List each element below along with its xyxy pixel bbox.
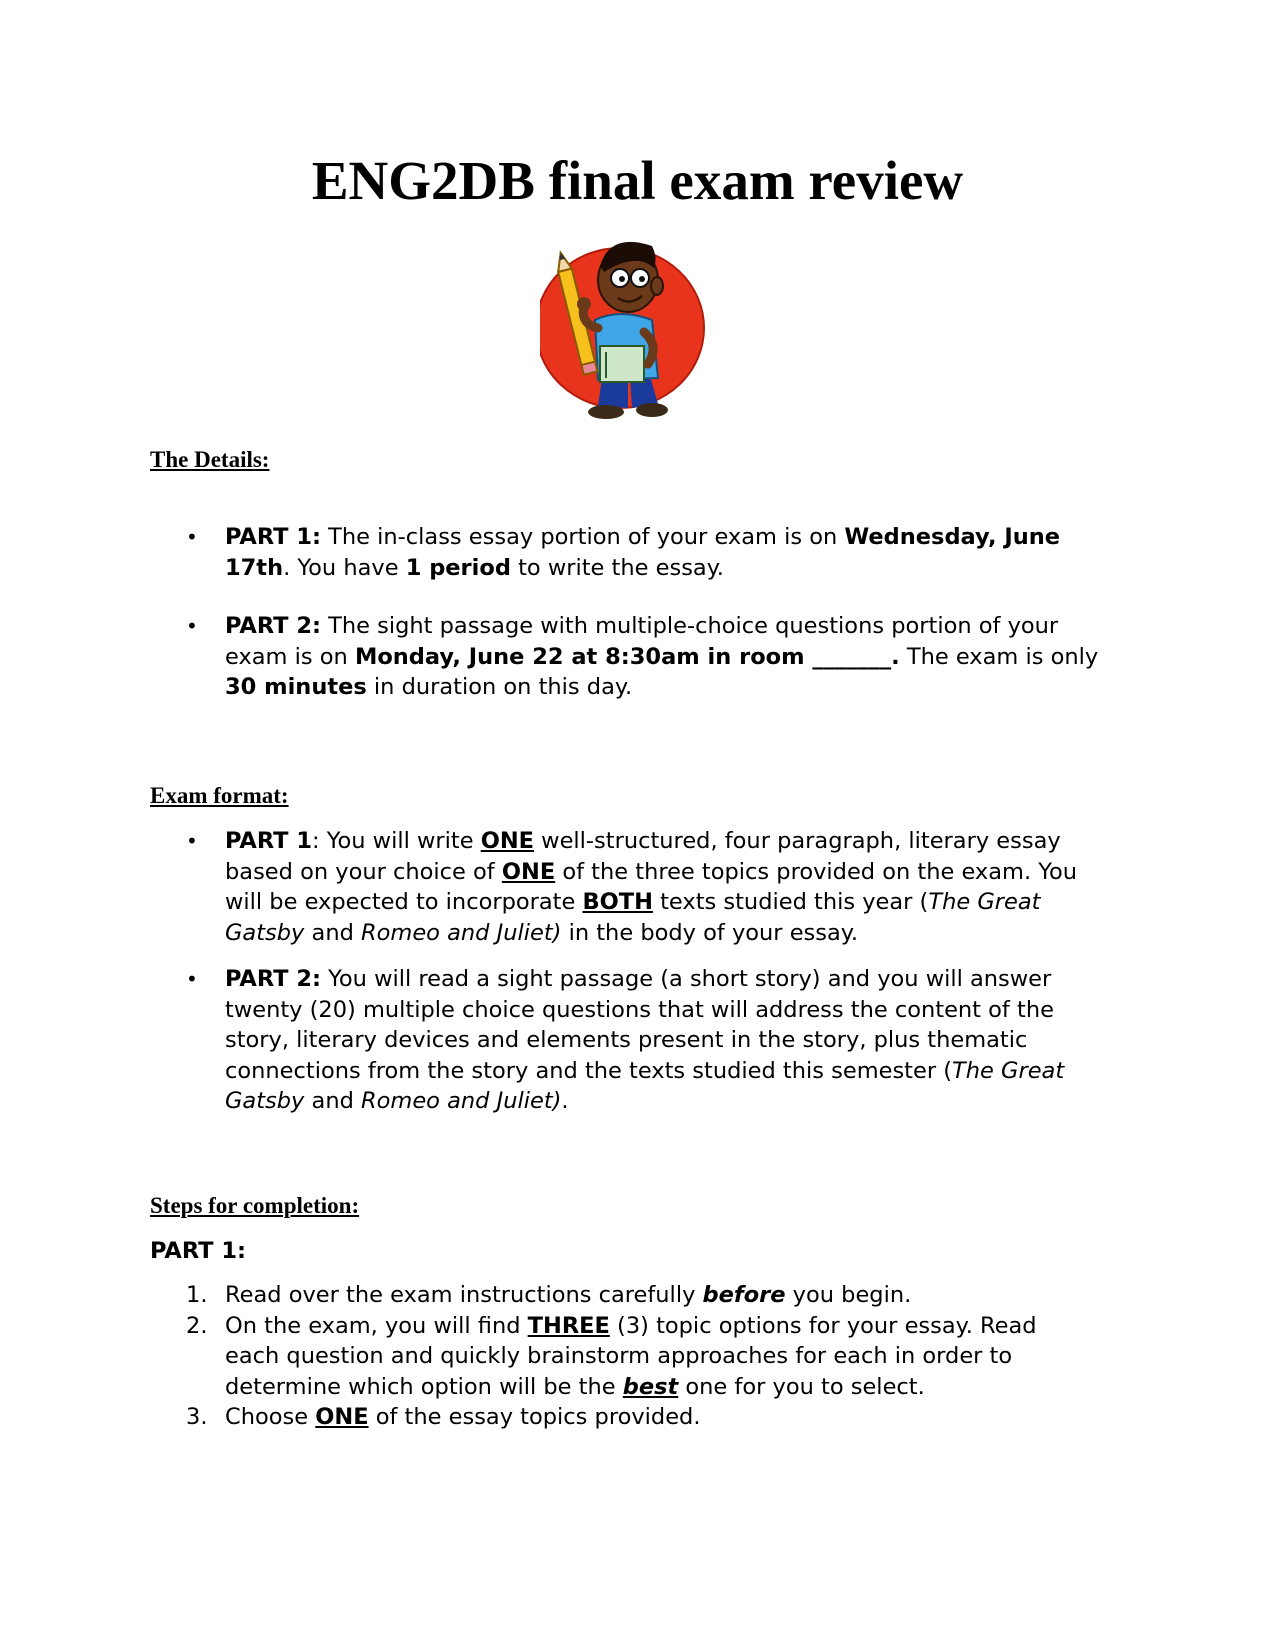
- format-list: [0, 826, 1275, 1117]
- step-item: 3. Choose ONE of the essay topics provided.: [186, 1404, 701, 1430]
- step-item: 1. Read over the exam instructions carefully before you begin.: [186, 1282, 912, 1308]
- student-with-pencil-illustration: [540, 228, 730, 424]
- steps-part1-label: PART 1:: [150, 1238, 246, 1264]
- details-list: [0, 522, 1275, 703]
- details-part1-item: • PART 1: The in-class essay portion of your exam is on Wednesday, June 17th. You have 1 period to write the essay.: [0, 522, 1105, 583]
- details-part2-item: • PART 2: The sight passage with multiple-choice questions portion of your exam is on Monday, June 22 at 8:30am in room _______. The exam is only 30 minutes in duration on this day.: [0, 611, 1105, 703]
- format-heading: Exam format:: [150, 783, 289, 808]
- steps-heading: Steps for completion:: [150, 1193, 360, 1218]
- page-title: ENG2DB final exam review: [311, 150, 964, 211]
- details-heading: The Details:: [150, 447, 270, 472]
- format-part1-item: • PART 1: You will write ONE well-structured, four paragraph, literary essay based on your choice of ONE of the three topics provided on the exam. You will be expected to incorporate BOTH texts studied this year (The Great Gatsby and Romeo and Juliet) in the body of your essay.: [0, 826, 1105, 948]
- steps-list: [0, 1280, 1275, 1433]
- format-part2-item: • PART 2: You will read a sight passage (a short story) and you will answer twenty (20) multiple choice questions that will address the content of the story, literary devices and elements present in the story, plus thematic connections from the story and the texts studied this semester (The Great Gatsby and Romeo and Juliet).: [0, 964, 1105, 1117]
- step-item: 2. On the exam, you will find THREE (3) topic options for your essay. Read each question and quickly brainstorm approaches for each in order to determine which option will be the best one for you to select.: [186, 1312, 1037, 1400]
